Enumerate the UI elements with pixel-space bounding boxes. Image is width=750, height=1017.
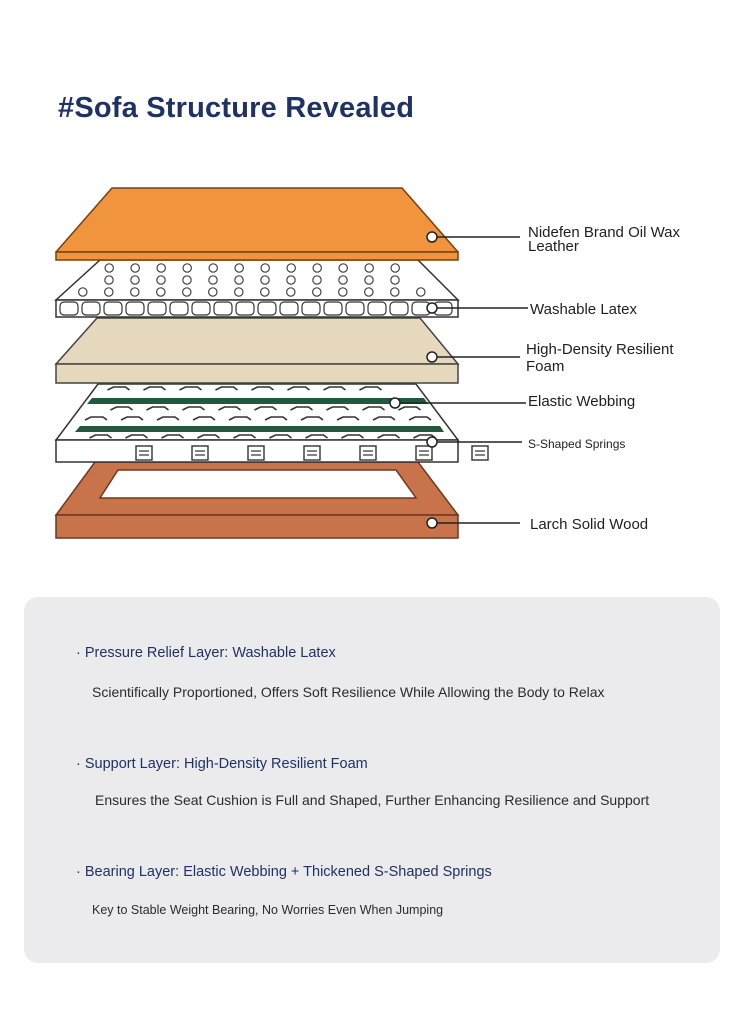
info-card: [24, 597, 720, 963]
label-wood: Larch Solid Wood: [530, 516, 649, 533]
info-heading: · Support Layer: High-Density Resilient Foam: [76, 756, 368, 772]
label-foam: High-Density Resilient Foam: [526, 341, 674, 375]
foam-layer: [56, 318, 458, 383]
info-heading: · Bearing Layer: Elastic Webbing + Thickened S-Shaped Springs: [76, 864, 492, 880]
latex-layer: [56, 260, 458, 317]
page-title: #Sofa Structure Revealed: [58, 92, 415, 124]
label-latex: Washable Latex: [530, 301, 638, 318]
label-springs: S-Shaped Springs: [528, 437, 626, 451]
leather-layer: [56, 188, 458, 260]
label-leather: Nidefen Brand Oil Wax Leather: [528, 224, 681, 255]
layer-diagram: [0, 170, 750, 560]
info-heading: · Pressure Relief Layer: Washable Latex: [76, 645, 336, 661]
info-description: Ensures the Seat Cushion is Full and Shaped, Further Enhancing Resilience and Support: [95, 792, 650, 808]
wood-frame-layer: [56, 462, 458, 538]
label-webbing: Elastic Webbing: [528, 393, 636, 410]
info-description: Key to Stable Weight Bearing, No Worries Even When Jumping: [92, 903, 444, 917]
info-description: Scientifically Proportioned, Offers Soft Resilience While Allowing the Body to Relax: [92, 684, 605, 700]
springs-layer: [56, 384, 488, 462]
